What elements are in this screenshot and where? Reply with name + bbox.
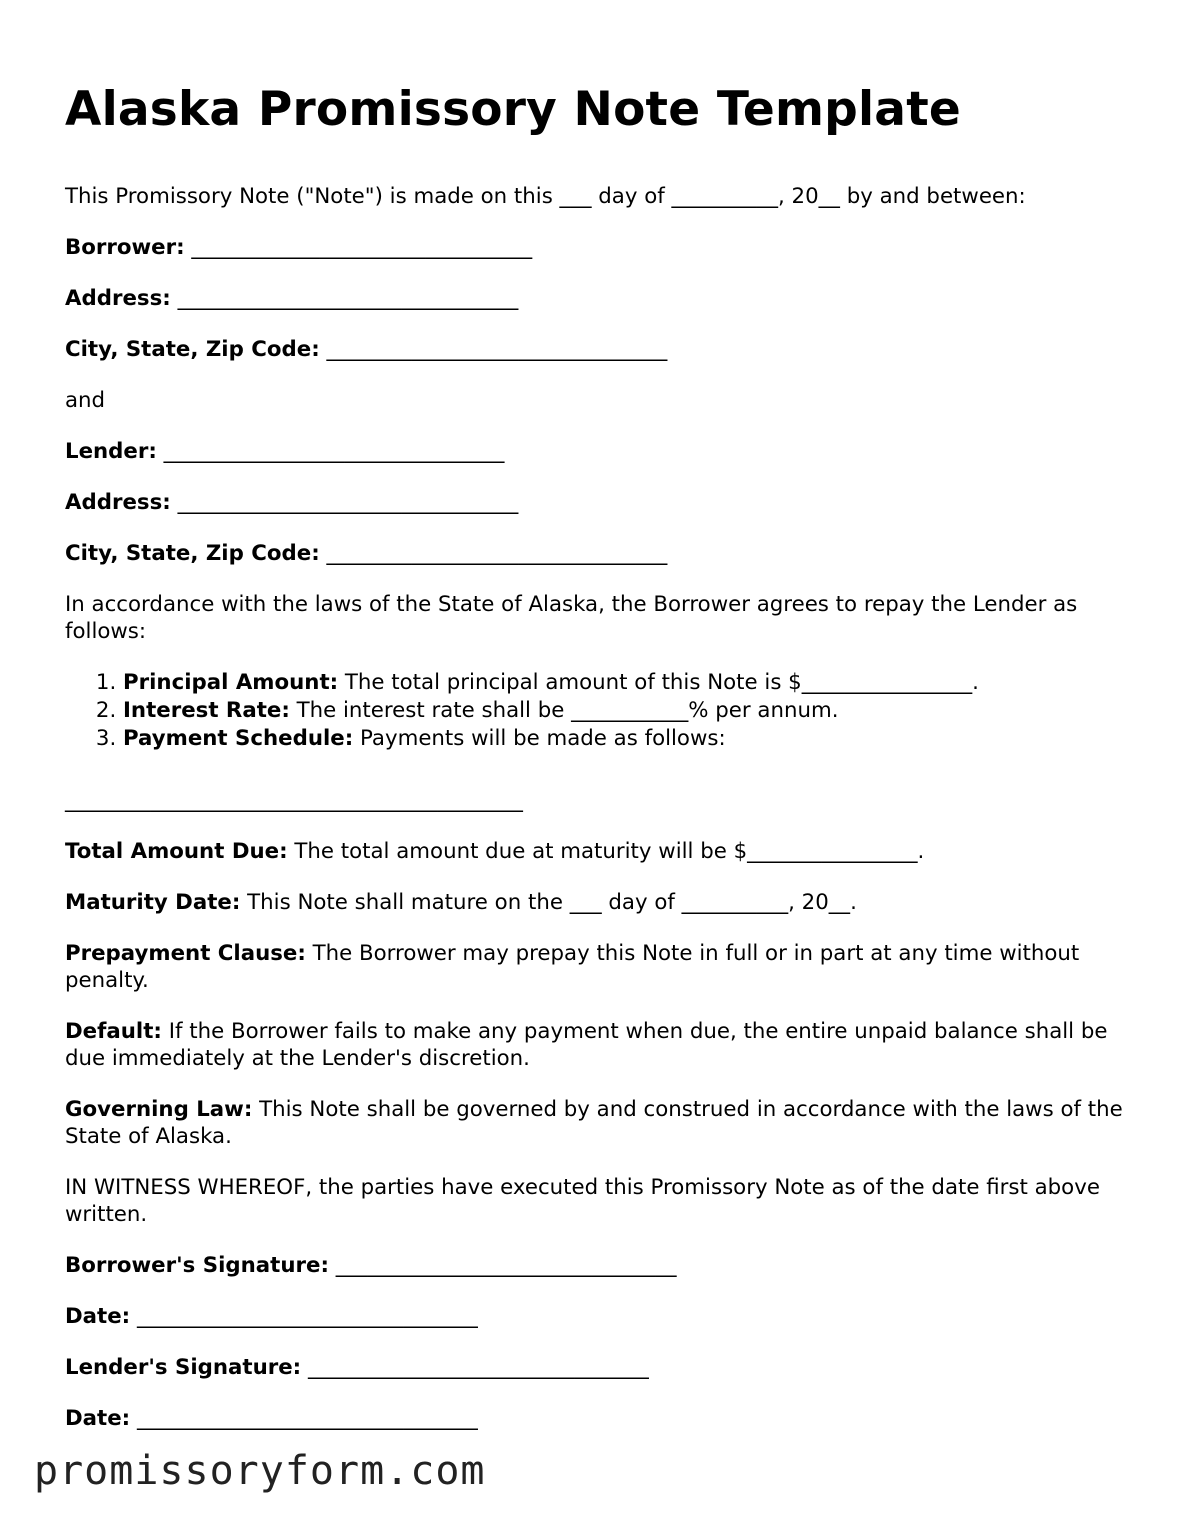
lender-address-label: Address: [65,490,171,515]
schedule-blank: ___________________________________________ [65,788,523,813]
lender-name-blank: ________________________________ [163,439,505,464]
lender-date-label: Date: [65,1406,131,1431]
clause-paragraph [65,889,1125,916]
term-text: Payments will be made as follows: [353,726,726,751]
lender-city-blank: ________________________________ [326,541,668,566]
clause-text: If the Borrower fails to make any payment when due, the entire unpaid balance shall be due immediately at the Lender's discretion. [65,1019,1108,1071]
borrower-name-field [65,234,1125,261]
lender-signature-field [65,1354,1125,1381]
lender-name-label: Lender: [65,439,157,464]
borrower-address-label: Address: [65,286,171,311]
clause-paragraph [65,1096,1125,1150]
term-label: Principal Amount: [123,670,339,695]
borrower-date-field [65,1303,1125,1330]
borrower-address-blank: ________________________________ [177,286,519,311]
term-label: Payment Schedule: [123,726,354,751]
borrower-date-blank: ________________________________ [136,1304,478,1329]
lender-date-blank: ________________________________ [136,1406,478,1431]
borrower-name-label: Borrower: [65,235,185,260]
clause-text: The total amount due at maturity will be $________________. [287,839,925,864]
document-page [65,82,1125,1456]
borrower-signature-label: Borrower's Signature: [65,1253,329,1278]
lender-signature-label: Lender's Signature: [65,1355,302,1380]
clause-label: Maturity Date: [65,890,241,915]
lender-city-label: City, State, Zip Code: [65,541,320,566]
page-title: Alaska Promissory Note Template [65,82,961,137]
term-text: The total principal amount of this Note is $________________. [338,670,979,695]
clause-paragraph [65,940,1125,994]
borrower-name-blank: ________________________________ [191,235,533,260]
borrower-city-label: City, State, Zip Code: [65,337,320,362]
borrower-address-field [65,285,1125,312]
list-item [123,725,1125,753]
term-text: The interest rate shall be ___________% per annum. [289,698,839,723]
footer-watermark: promissoryform.com [34,1448,486,1494]
clause-label: Prepayment Clause: [65,941,306,966]
clause-text: The Borrower may prepay this Note in full or in part at any time without penalty. [65,941,1080,993]
borrower-signature-blank: ________________________________ [335,1253,677,1278]
accordance-paragraph: In accordance with the laws of the State of Alaska, the Borrower agrees to repay the Lender as follows: [65,592,1078,644]
clause-label: Governing Law: [65,1097,253,1122]
clause-text: This Note shall mature on the ___ day of __________, 20__. [240,890,857,915]
clause-text: This Note shall be governed by and construed in accordance with the laws of the State of Alaska. [65,1097,1123,1149]
list-item [123,669,1125,697]
lender-signature-blank: ________________________________ [307,1355,649,1380]
witness-paragraph: IN WITNESS WHEREOF, the parties have executed this Promissory Note as of the date first above written. [65,1175,1100,1227]
lender-date-field [65,1405,1125,1432]
borrower-city-blank: ________________________________ [326,337,668,362]
term-label: Interest Rate: [123,698,290,723]
terms-list [65,669,1125,753]
intro-paragraph: This Promissory Note ("Note") is made on this ___ day of __________, 20__ by and between: [65,184,1026,209]
borrower-date-label: Date: [65,1304,131,1329]
borrower-signature-field [65,1252,1125,1279]
list-item [123,697,1125,725]
borrower-city-field [65,336,1125,363]
lender-address-blank: ________________________________ [177,490,519,515]
clause-paragraph [65,1018,1125,1072]
clause-paragraph [65,838,1125,865]
lender-name-field [65,438,1125,465]
lender-city-field [65,540,1125,567]
clause-label: Default: [65,1019,162,1044]
lender-address-field [65,489,1125,516]
clause-label: Total Amount Due: [65,839,288,864]
and-text: and [65,388,106,413]
